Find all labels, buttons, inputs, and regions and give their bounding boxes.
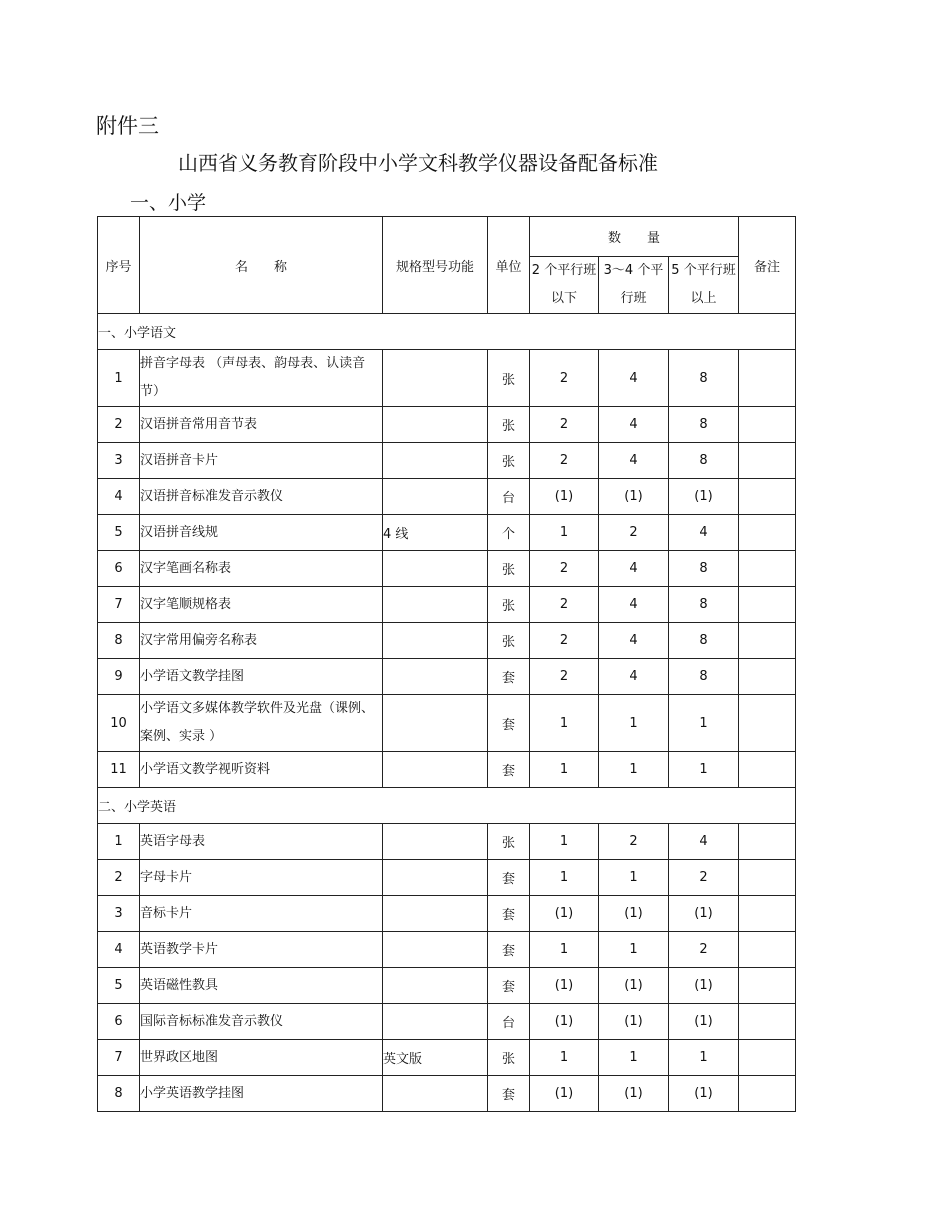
cell-qty-5-classes: 8 — [669, 587, 739, 623]
table-row — [98, 1076, 796, 1112]
cell-qty-2-classes: 2 — [530, 623, 599, 659]
cell-qty-3-4-classes: (1) — [599, 1076, 669, 1112]
table-row — [98, 623, 796, 659]
cell-name: 英语教学卡片 — [140, 932, 383, 968]
cell-name: 世界政区地图 — [140, 1040, 383, 1076]
cell-note — [739, 752, 796, 788]
cell-qty-5-classes: 8 — [669, 407, 739, 443]
cell-qty-5-classes: 8 — [669, 443, 739, 479]
cell-name: 拼音字母表 （声母表、韵母表、认读音节） — [140, 350, 383, 407]
cell-qty-5-classes: 1 — [669, 1040, 739, 1076]
cell-qty-3-4-classes: 4 — [599, 587, 669, 623]
cell-qty-2-classes: (1) — [530, 1076, 599, 1112]
cell-unit: 套 — [488, 695, 530, 752]
cell-qty-5-classes: (1) — [669, 968, 739, 1004]
group-title: 一、小学语文 — [98, 314, 796, 350]
cell-qty-2-classes: 2 — [530, 407, 599, 443]
cell-qty-2-classes: 2 — [530, 551, 599, 587]
cell-note — [739, 695, 796, 752]
table-row — [98, 551, 796, 587]
cell-unit: 张 — [488, 824, 530, 860]
cell-qty-5-classes: 8 — [669, 623, 739, 659]
cell-unit: 套 — [488, 860, 530, 896]
cell-name: 国际音标标准发音示教仪 — [140, 1004, 383, 1040]
cell-name: 小学语文多媒体教学软件及光盘（课例、案例、实录 ） — [140, 695, 383, 752]
cell-seq: 8 — [98, 1076, 140, 1112]
cell-seq: 5 — [98, 515, 140, 551]
cell-qty-5-classes: 8 — [669, 551, 739, 587]
cell-qty-5-classes: (1) — [669, 479, 739, 515]
cell-spec — [383, 695, 488, 752]
table-row — [98, 479, 796, 515]
cell-note — [739, 860, 796, 896]
cell-name: 汉字笔画名称表 — [140, 551, 383, 587]
cell-name: 汉字常用偏旁名称表 — [140, 623, 383, 659]
cell-unit: 套 — [488, 896, 530, 932]
cell-unit: 张 — [488, 587, 530, 623]
table-row — [98, 1040, 796, 1076]
cell-note — [739, 968, 796, 1004]
group-title: 二、小学英语 — [98, 788, 796, 824]
cell-seq: 10 — [98, 695, 140, 752]
cell-qty-3-4-classes: 1 — [599, 932, 669, 968]
cell-qty-5-classes: 8 — [669, 350, 739, 407]
header-q1: 2 个平行班以下 — [530, 257, 599, 314]
cell-qty-5-classes: 1 — [669, 695, 739, 752]
cell-unit: 张 — [488, 1040, 530, 1076]
cell-unit: 张 — [488, 350, 530, 407]
document-title: 山西省义务教育阶段中小学文科教学仪器设备配备标准 — [178, 151, 658, 175]
header-seq: 序号 — [98, 217, 140, 314]
cell-qty-2-classes: 2 — [530, 350, 599, 407]
cell-spec — [383, 443, 488, 479]
cell-qty-5-classes: 2 — [669, 860, 739, 896]
cell-name: 汉字笔顺规格表 — [140, 587, 383, 623]
cell-qty-3-4-classes: (1) — [599, 479, 669, 515]
cell-qty-3-4-classes: 4 — [599, 659, 669, 695]
cell-seq: 3 — [98, 443, 140, 479]
cell-unit: 台 — [488, 479, 530, 515]
cell-seq: 7 — [98, 587, 140, 623]
header-row-top — [98, 217, 796, 257]
cell-qty-3-4-classes: 4 — [599, 443, 669, 479]
cell-spec — [383, 896, 488, 932]
cell-qty-3-4-classes: 4 — [599, 350, 669, 407]
cell-qty-3-4-classes: 2 — [599, 515, 669, 551]
cell-unit: 套 — [488, 1076, 530, 1112]
cell-name: 汉语拼音卡片 — [140, 443, 383, 479]
table-row — [98, 932, 796, 968]
cell-qty-2-classes: 1 — [530, 1040, 599, 1076]
cell-qty-3-4-classes: 1 — [599, 695, 669, 752]
cell-spec — [383, 1076, 488, 1112]
cell-unit: 套 — [488, 932, 530, 968]
cell-qty-2-classes: 2 — [530, 443, 599, 479]
cell-spec — [383, 587, 488, 623]
cell-qty-3-4-classes: 1 — [599, 1040, 669, 1076]
cell-qty-5-classes: 4 — [669, 515, 739, 551]
cell-spec: 英文版 — [383, 1040, 488, 1076]
cell-note — [739, 659, 796, 695]
cell-qty-2-classes: 1 — [530, 932, 599, 968]
cell-seq: 7 — [98, 1040, 140, 1076]
header-q3: 5 个平行班以上 — [669, 257, 739, 314]
cell-qty-3-4-classes: (1) — [599, 896, 669, 932]
table-row — [98, 515, 796, 551]
cell-note — [739, 824, 796, 860]
cell-note — [739, 551, 796, 587]
table-row — [98, 752, 796, 788]
table-row — [98, 407, 796, 443]
cell-unit: 个 — [488, 515, 530, 551]
cell-qty-3-4-classes: 2 — [599, 824, 669, 860]
table-row — [98, 824, 796, 860]
cell-unit: 张 — [488, 623, 530, 659]
cell-name: 小学英语教学挂图 — [140, 1076, 383, 1112]
cell-qty-5-classes: 1 — [669, 752, 739, 788]
cell-seq: 6 — [98, 551, 140, 587]
cell-qty-3-4-classes: 1 — [599, 752, 669, 788]
cell-spec — [383, 407, 488, 443]
cell-name: 英语字母表 — [140, 824, 383, 860]
cell-spec: 4 线 — [383, 515, 488, 551]
cell-note — [739, 623, 796, 659]
cell-spec — [383, 479, 488, 515]
cell-spec — [383, 824, 488, 860]
cell-note — [739, 407, 796, 443]
cell-seq: 9 — [98, 659, 140, 695]
table-row — [98, 659, 796, 695]
cell-qty-3-4-classes: (1) — [599, 1004, 669, 1040]
header-spec: 规格型号功能 — [383, 217, 488, 314]
cell-qty-3-4-classes: 4 — [599, 551, 669, 587]
cell-spec — [383, 659, 488, 695]
header-unit: 单位 — [488, 217, 530, 314]
cell-qty-2-classes: 1 — [530, 752, 599, 788]
cell-qty-5-classes: 8 — [669, 659, 739, 695]
cell-unit: 张 — [488, 407, 530, 443]
cell-qty-5-classes: 4 — [669, 824, 739, 860]
cell-note — [739, 1004, 796, 1040]
cell-note — [739, 587, 796, 623]
cell-seq: 3 — [98, 896, 140, 932]
cell-seq: 1 — [98, 350, 140, 407]
cell-qty-2-classes: 1 — [530, 695, 599, 752]
cell-qty-5-classes: (1) — [669, 896, 739, 932]
cell-spec — [383, 932, 488, 968]
cell-note — [739, 443, 796, 479]
cell-seq: 4 — [98, 479, 140, 515]
cell-seq: 1 — [98, 824, 140, 860]
group-row — [98, 788, 796, 824]
header-name: 名 称 — [140, 217, 383, 314]
cell-qty-5-classes: 2 — [669, 932, 739, 968]
cell-qty-3-4-classes: 1 — [599, 860, 669, 896]
group-row — [98, 314, 796, 350]
cell-qty-2-classes: (1) — [530, 896, 599, 932]
cell-name: 英语磁性教具 — [140, 968, 383, 1004]
cell-qty-5-classes: (1) — [669, 1004, 739, 1040]
cell-seq: 8 — [98, 623, 140, 659]
header-quantity: 数 量 — [530, 217, 739, 257]
cell-note — [739, 515, 796, 551]
cell-note — [739, 1040, 796, 1076]
cell-qty-2-classes: (1) — [530, 968, 599, 1004]
cell-qty-2-classes: 1 — [530, 860, 599, 896]
cell-name: 音标卡片 — [140, 896, 383, 932]
cell-seq: 4 — [98, 932, 140, 968]
table-row — [98, 860, 796, 896]
cell-note — [739, 479, 796, 515]
cell-name: 汉语拼音线规 — [140, 515, 383, 551]
cell-qty-3-4-classes: (1) — [599, 968, 669, 1004]
cell-qty-2-classes: (1) — [530, 1004, 599, 1040]
header-q2: 3～4 个平行班 — [599, 257, 669, 314]
cell-seq: 2 — [98, 860, 140, 896]
cell-qty-2-classes: 2 — [530, 587, 599, 623]
cell-qty-5-classes: (1) — [669, 1076, 739, 1112]
table-row — [98, 695, 796, 752]
table-row — [98, 968, 796, 1004]
table-row — [98, 443, 796, 479]
cell-spec — [383, 551, 488, 587]
cell-spec — [383, 752, 488, 788]
cell-note — [739, 1076, 796, 1112]
cell-qty-3-4-classes: 4 — [599, 623, 669, 659]
table-row — [98, 1004, 796, 1040]
header-note: 备注 — [739, 217, 796, 314]
cell-qty-2-classes: 2 — [530, 659, 599, 695]
table-row — [98, 587, 796, 623]
cell-seq: 5 — [98, 968, 140, 1004]
attachment-label: 附件三 — [96, 114, 159, 138]
cell-unit: 套 — [488, 659, 530, 695]
table-row — [98, 350, 796, 407]
cell-spec — [383, 860, 488, 896]
cell-seq: 2 — [98, 407, 140, 443]
cell-qty-2-classes: 1 — [530, 515, 599, 551]
cell-name: 小学语文教学视听资料 — [140, 752, 383, 788]
cell-note — [739, 932, 796, 968]
section-heading: 一、小学 — [130, 192, 207, 214]
cell-unit: 套 — [488, 968, 530, 1004]
cell-spec — [383, 968, 488, 1004]
equipment-standard-table — [97, 216, 796, 1112]
table-row — [98, 896, 796, 932]
cell-name: 汉语拼音标准发音示教仪 — [140, 479, 383, 515]
cell-unit: 套 — [488, 752, 530, 788]
cell-note — [739, 896, 796, 932]
cell-seq: 11 — [98, 752, 140, 788]
cell-qty-3-4-classes: 4 — [599, 407, 669, 443]
cell-unit: 张 — [488, 443, 530, 479]
cell-spec — [383, 350, 488, 407]
cell-name: 汉语拼音常用音节表 — [140, 407, 383, 443]
cell-note — [739, 350, 796, 407]
cell-qty-2-classes: 1 — [530, 824, 599, 860]
cell-unit: 台 — [488, 1004, 530, 1040]
cell-spec — [383, 1004, 488, 1040]
cell-seq: 6 — [98, 1004, 140, 1040]
cell-name: 字母卡片 — [140, 860, 383, 896]
cell-unit: 张 — [488, 551, 530, 587]
cell-spec — [383, 623, 488, 659]
cell-name: 小学语文教学挂图 — [140, 659, 383, 695]
cell-qty-2-classes: (1) — [530, 479, 599, 515]
